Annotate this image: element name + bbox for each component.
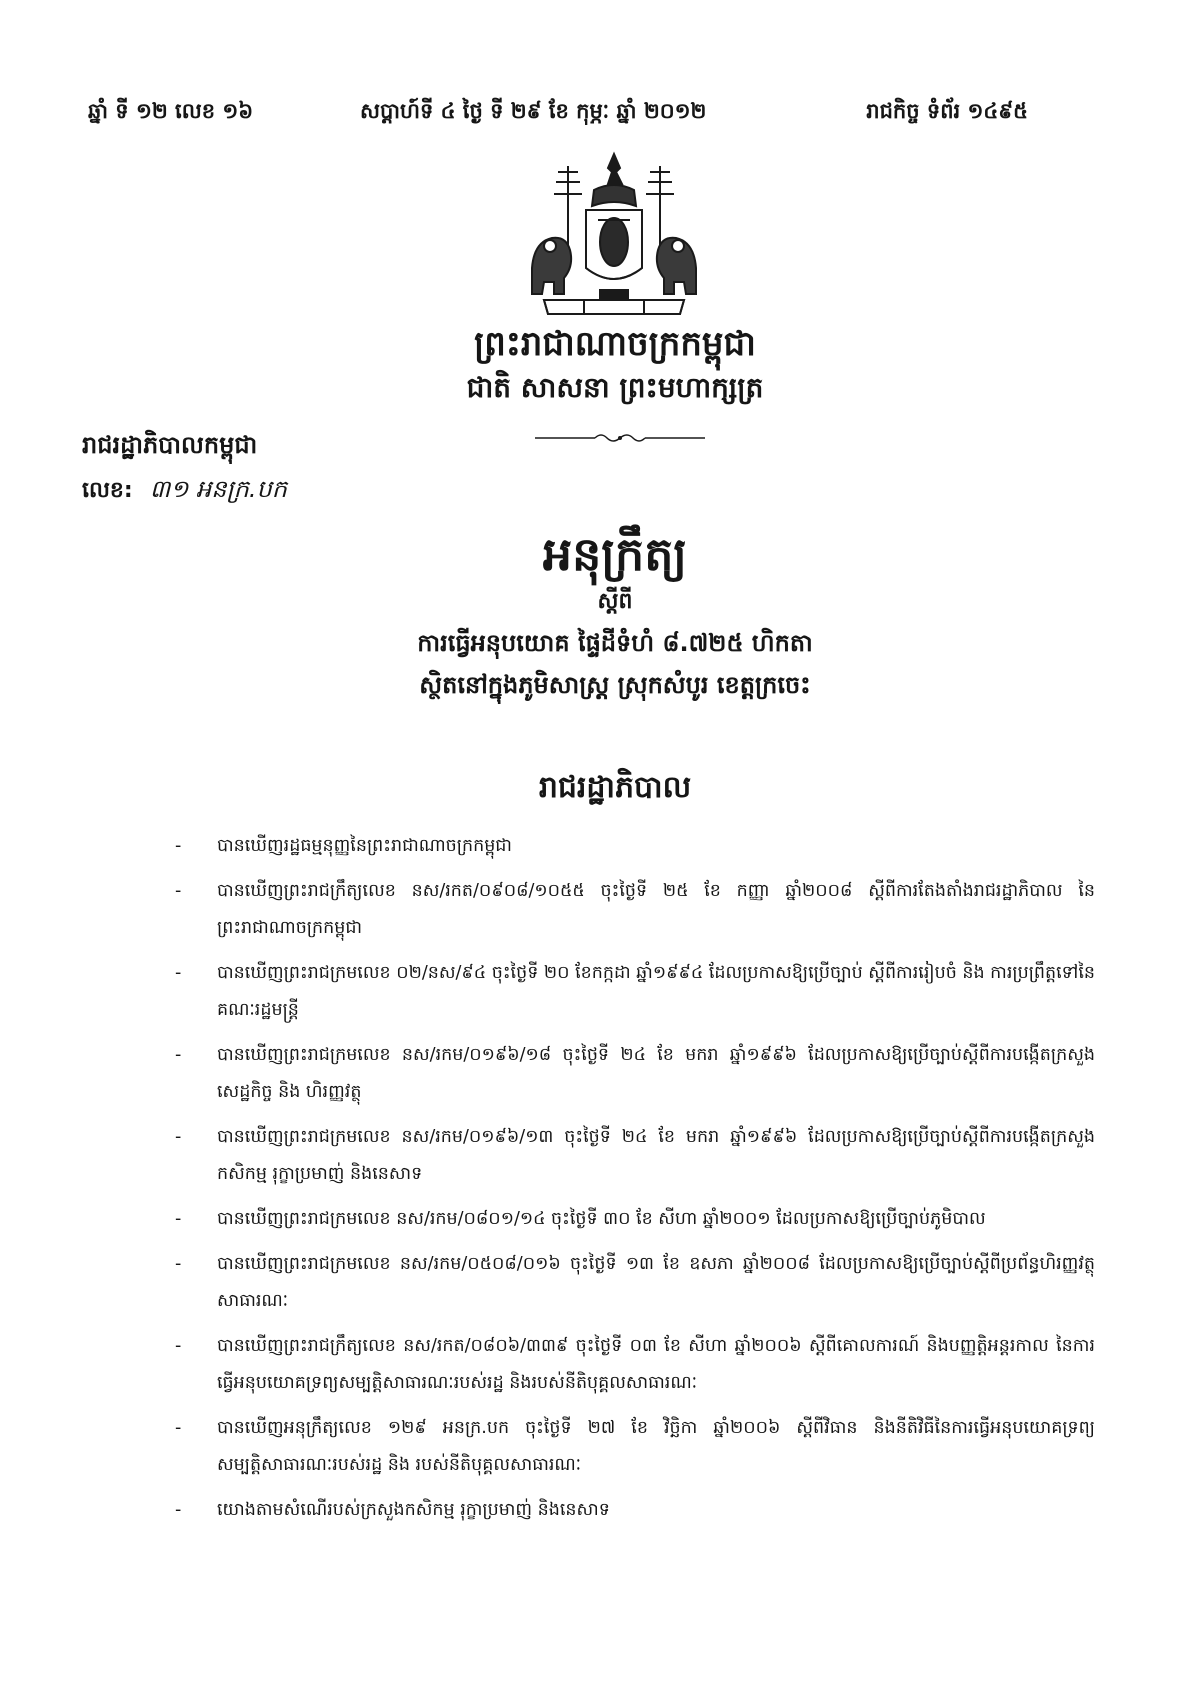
document-title: អនុក្រឹត្យ [542,527,688,581]
government-name: រាជរដ្ឋាភិបាលកម្ពុជា [82,431,258,459]
header-date: សប្តាហ៍ទី ៤ ថ្ងៃ ទី ២៩ ខែ កុម្ភៈ ឆ្នាំ ២០១២ [360,99,707,123]
gazette-header [88,98,1028,132]
document-number-label: លេខ: [82,478,133,503]
preamble-item [175,955,1095,1029]
bullet-dash: - [175,1209,182,1229]
preamble-text: បានឃើញព្រះរាជក្រមលេខ នស/រកម/០៥០៨/០១៦ ចុះថ្ងៃទី ១៣ ខែ ឧសភា ឆ្នាំ២០០៨ ដែលប្រកាសឱ្យប្រើច្បាប់ស្តីពីប្រព័ន្ធហិរញ្ញវត្ថុ សាធារណៈ [217,1254,1095,1311]
preamble-text: បានឃើញព្រះរាជក្រឹត្យលេខ នស/រកត/០៨០៦/៣៣៩ ចុះថ្ងៃទី ០៣ ខែ សីហា ឆ្នាំ២០០៦ ស្តីពីគោលការណ៍ និងបញ្ញត្តិអន្តរកាល នៃការធ្វើអនុបយោគទ្រព្យសម្បត្តិសាធារណៈរបស់រដ្ឋ និងរបស់នីតិបុគ្គលសាធារណៈ [217,1336,1095,1393]
preamble-item [175,1410,1095,1484]
preamble-text: បានឃើញអនុក្រឹត្យលេខ ១២៩ អនក្រ.បក ចុះថ្ងៃទី ២៧ ខែ វិច្ឆិកា ឆ្នាំ២០០៦ ស្តីពីវិធាន និងនីតិវិធីនៃការធ្វើអនុបយោគទ្រព្យសម្បត្តិសាធារណៈរបស់រដ្ឋ និង របស់នីតិបុគ្គលសាធារណៈ [217,1418,1095,1475]
preamble-item [175,1246,1095,1320]
issuer-heading: រាជរដ្ឋាភិបាល [538,770,692,805]
bullet-dash: - [175,1336,182,1356]
royal-arms-emblem-icon [524,150,704,318]
preamble-item [175,1201,1095,1238]
preamble-text: បានឃើញរដ្ឋធម្មនុញ្ញនៃព្រះរាជាណាចក្រកម្ពុជា [217,836,512,856]
preamble-text: បានឃើញព្រះរាជក្រមលេខ ០២/នស/៩៤ ចុះថ្ងៃទី ២០ ខែកក្កដា ឆ្នាំ១៩៩៤ ដែលប្រកាសឱ្យប្រើច្បាប់ ស្តីពីការរៀបចំ និង ការប្រព្រឹត្តទៅនៃគណៈរដ្ឋមន្ត្រី [217,963,1095,1020]
header-page: រាជកិច្ច ទំព័រ ១៤៩៥ [866,99,1028,123]
preamble-item [175,1328,1095,1402]
preamble-text: បានឃើញព្រះរាជក្រមលេខ នស/រកម/០១៩៦/១៨ ចុះថ្ងៃទី ២៤ ខែ មករា ឆ្នាំ១៩៩៦ ដែលប្រកាសឱ្យប្រើច្បាប់ស្តីពីការបង្កើតក្រសួងសេដ្ឋកិច្ច និង ហិរញ្ញវត្ថុ [217,1045,1095,1102]
bullet-dash: - [175,836,182,856]
document-number-value: ៣១ អនក្រ.បក [149,475,287,503]
preamble-item [175,1119,1095,1193]
document-subject [240,622,990,706]
bullet-dash: - [175,1500,182,1520]
preamble-item [175,873,1095,947]
preamble-text: បានឃើញព្រះរាជក្រឹត្យលេខ នស/រកត/០៩០៨/១០៥៥ ចុះថ្ងៃទី ២៥ ខែ កញ្ញា ឆ្នាំ២០០៨ ស្តីពីការតែងតាំងរាជរដ្ឋាភិបាល នៃព្រះរាជាណាចក្រកម្ពុជា [217,881,1095,938]
bullet-dash: - [175,1418,182,1438]
kingdom-name: ព្រះរាជាណាចក្រកម្ពុជា [474,324,756,364]
preamble-item [175,1037,1095,1111]
preamble-text: បានឃើញព្រះរាជក្រមលេខ នស/រកម/០១៩៦/១៣ ចុះថ្ងៃទី ២៤ ខែ មករា ឆ្នាំ១៩៩៦ ដែលប្រកាសឱ្យប្រើច្បាប់ស្តីពីការបង្កើតក្រសួងកសិកម្ម រុក្ខាប្រមាញ់ និងនេសាទ [217,1127,1095,1184]
preamble-item [175,828,1095,865]
ornament-divider-icon [535,432,705,444]
bullet-dash: - [175,881,182,901]
header-year-issue: ឆ្នាំ ទី ១២ លេខ ១៦ [88,99,254,123]
document-number [82,472,442,508]
preamble-text: បានឃើញព្រះរាជក្រមលេខ នស/រកម/០៨០១/១៤ ចុះថ្ងៃទី ៣០ ខែ សីហា ឆ្នាំ២០០១ ដែលប្រកាសឱ្យប្រើច្បាប់ភូមិបាល [217,1209,986,1229]
bullet-dash: - [175,1045,182,1065]
bullet-dash: - [175,963,182,983]
national-motto: ជាតិ សាសនា ព្រះមហាក្សត្រ [466,371,764,404]
subject-line-1: ការធ្វើអនុបយោគ ផ្ទៃដីទំហំ ៨.៧២៥ ហិកតា [417,629,813,657]
preamble-text: យោងតាមសំណើរបស់ក្រសួងកសិកម្ម រុក្ខាប្រមាញ់ និងនេសាទ [217,1500,610,1520]
preamble-item [175,1492,1095,1529]
preamble-list [175,828,1095,1537]
subject-line-2: ស្ថិតនៅក្នុងភូមិសាស្ត្រ ស្រុកសំបូរ ខេត្តក្រចេះ [419,671,811,699]
bullet-dash: - [175,1254,182,1274]
bullet-dash: - [175,1127,182,1147]
document-about: ស្តីពី [597,589,633,614]
